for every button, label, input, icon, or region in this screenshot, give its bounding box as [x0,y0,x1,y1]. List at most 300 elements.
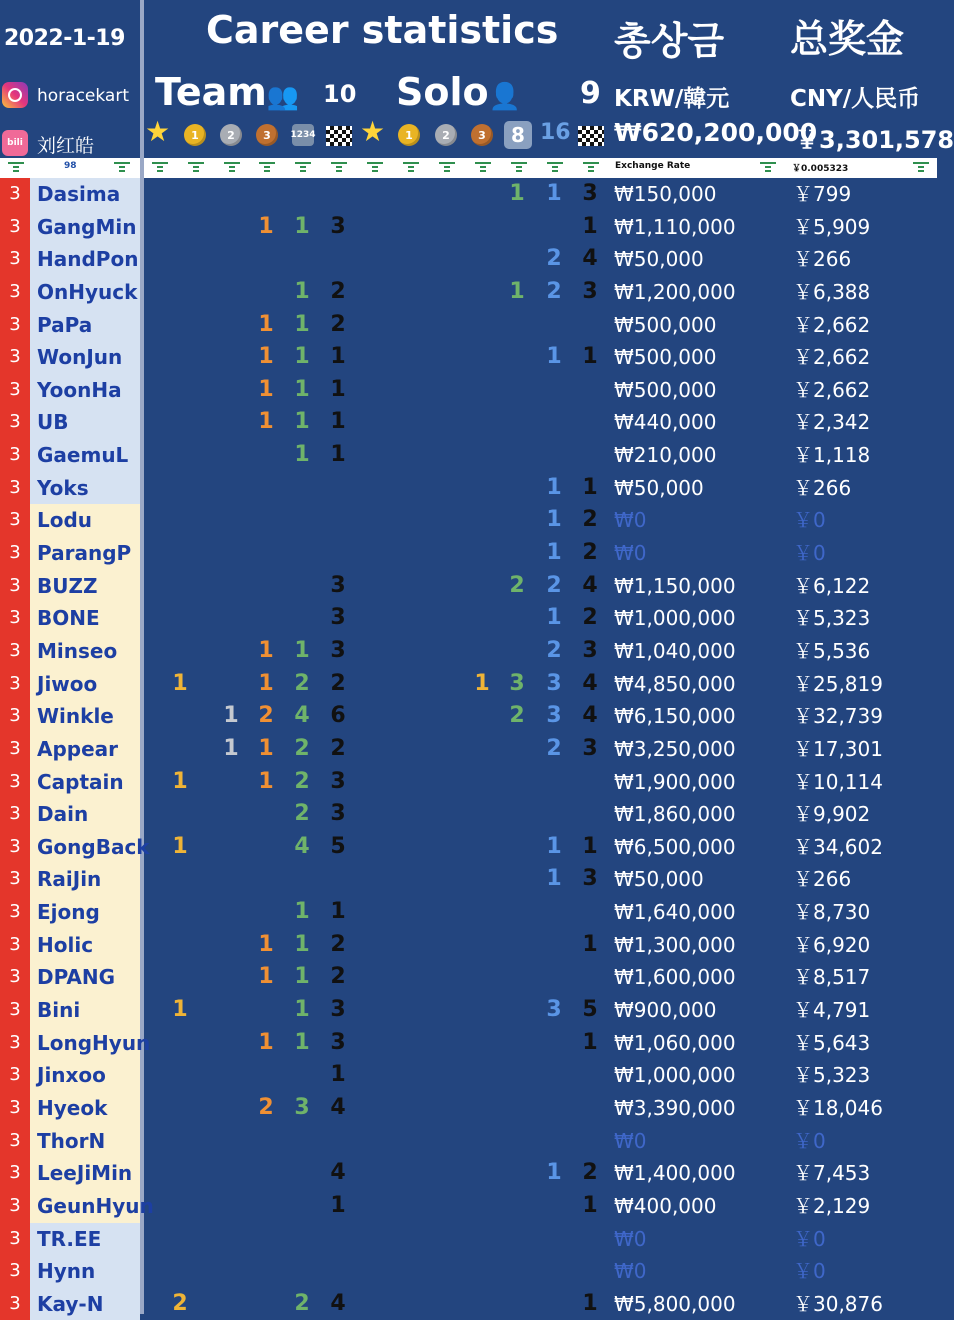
solo-stat: 2 [546,572,562,598]
player-name[interactable]: YoonHa [30,374,140,407]
rank-cell: 3 [0,1059,30,1092]
solo-stat: 3 [546,703,562,729]
team-stat: 5 [330,833,346,859]
table-row [0,766,937,799]
team-stat: 1 [330,1192,346,1218]
prize-cny: ￥34,602 [793,834,883,859]
player-name[interactable]: Jinxoo [30,1059,140,1092]
rank-cell: 3 [0,1223,30,1256]
eight-icon: 8 [504,121,532,149]
team-stat: 1 [294,899,310,925]
player-name[interactable]: OnHyuck [30,276,140,309]
filter-icon[interactable] [913,162,929,174]
solo-stat: 1 [582,1192,598,1218]
prize-cny: ￥25,819 [793,671,883,696]
solo-stat: 2 [546,735,562,761]
rank-cell: 3 [0,406,30,439]
solo-stat: 1 [546,181,562,206]
team-stat: 2 [330,964,346,990]
team-stat: 2 [330,278,346,304]
filter-icon[interactable] [259,162,275,174]
filter-icon[interactable] [295,162,311,174]
table-row [0,570,937,603]
solo-stat: 1 [546,833,562,859]
table-row [0,1027,937,1060]
player-name[interactable]: Appear [30,733,140,766]
team-stat: 2 [294,801,310,827]
team-stat: 1 [294,344,310,370]
solo-count: 9 [580,76,601,111]
filter-icon[interactable] [114,162,130,174]
rank-cell: 3 [0,1092,30,1125]
player-name[interactable]: Winkle [30,700,140,733]
prize-krw: ₩6,500,000 [614,834,736,859]
row-count: 98 [64,161,77,171]
filter-icon[interactable] [331,162,347,174]
player-name[interactable]: Holic [30,929,140,962]
bronze-medal-icon: 3 [256,124,278,146]
player-name[interactable]: Ejong [30,896,140,929]
team-stat: 4 [330,1290,346,1316]
player-name[interactable]: GeunHyun [30,1190,140,1223]
table-row [0,635,937,668]
solo-stat: 5 [582,997,598,1023]
team-stat: 6 [330,703,346,729]
player-name[interactable]: TR.EE [30,1223,140,1256]
team-stat: 1 [258,409,274,435]
star-icon: ★ [145,115,171,148]
team-stat: 1 [258,637,274,663]
solo-stat: 2 [546,278,562,304]
player-name[interactable]: ParangP [30,537,140,570]
date-label: 2022-1-19 [4,26,125,51]
player-name[interactable]: GongBack [30,831,140,864]
rank-cell: 3 [0,211,30,244]
rank-cell: 3 [0,602,30,635]
player-name[interactable]: Jiwoo [30,668,140,701]
prize-cny: ￥799 [793,182,852,206]
team-stat: 1 [294,1029,310,1055]
table-row [0,472,937,505]
prize-krw: ₩500,000 [614,312,717,337]
prize-cny: ￥266 [793,867,852,892]
prize-krw: ₩1,000,000 [614,1063,736,1088]
team-stat: 1 [294,409,310,435]
team-stat: 1 [258,931,274,957]
prize-cny: ￥8,517 [793,965,871,990]
team-stat: 2 [330,931,346,957]
table-row [0,341,937,374]
prize-cny: ￥6,122 [793,573,871,598]
table-row [0,700,937,733]
solo-stat: 4 [582,703,598,729]
prize-krw: ₩900,000 [614,998,717,1023]
team-stat: 1 [258,311,274,337]
prize-krw: ₩1,640,000 [614,900,736,925]
team-stat: 1 [294,278,310,304]
prize-cny: ￥30,876 [793,1291,883,1316]
silver-medal-icon: 2 [435,124,457,146]
team-stat: 2 [330,311,346,337]
player-name[interactable]: Kay-N [30,1288,140,1320]
filter-icon[interactable] [583,162,599,174]
table-row [0,178,937,211]
solo-stat: 1 [509,278,525,304]
instagram-handle: horacekart [37,86,130,106]
prize-krw: ₩6,150,000 [614,704,736,729]
prize-krw: ₩0 [614,1226,647,1251]
solo-stat: 3 [509,670,525,696]
team-stat: 1 [330,899,346,925]
title-chinese: 总奖金 [790,17,905,61]
team-stat: 4 [330,1094,346,1120]
prize-krw: ₩50,000 [614,867,704,892]
player-name[interactable]: Dasima [30,178,140,211]
player-name[interactable]: PaPa [30,309,140,342]
table-row [0,1288,937,1320]
prize-krw: ₩50,000 [614,475,704,500]
filter-icon[interactable] [224,162,240,174]
rank-cell: 3 [0,798,30,831]
solo-stat: 1 [546,507,562,533]
rank-cell: 3 [0,504,30,537]
solo-stat: 3 [582,181,598,206]
player-name[interactable]: Bini [30,994,140,1027]
gold-medal-icon: 1 [184,124,206,146]
gold-medal-icon: 1 [398,124,420,146]
team-stat: 1 [258,376,274,402]
rank-cell: 3 [0,961,30,994]
team-stat: 2 [294,768,310,794]
prize-cny: ￥10,114 [793,769,883,794]
prize-krw: ₩500,000 [614,345,717,370]
filter-icon[interactable] [152,162,168,174]
table-row [0,863,937,896]
table-row [0,1059,937,1092]
solo-stat: 1 [474,670,490,696]
silver-medal-icon: 2 [220,124,242,146]
team-stat: 1 [330,442,346,468]
team-stat: 1 [294,213,310,239]
filter-icon[interactable] [439,162,455,174]
filter-icon[interactable] [475,162,491,174]
player-table [0,178,937,1320]
prize-cny: ￥2,662 [793,377,871,402]
team-stat: 3 [330,997,346,1023]
solo-stat: 3 [582,637,598,663]
prize-krw: ₩1,400,000 [614,1161,736,1186]
rank-cell: 3 [0,896,30,929]
rank-cell: 3 [0,700,30,733]
prize-cny: ￥2,662 [793,312,871,337]
prize-krw: ₩3,250,000 [614,736,736,761]
team-stat: 2 [258,703,274,729]
prize-cny: ￥32,739 [793,704,883,729]
table-row [0,374,937,407]
prize-cny: ￥9,902 [793,802,871,827]
solo-stat: 1 [582,474,598,500]
rank-cell: 3 [0,537,30,570]
team-stat: 1 [258,213,274,239]
prize-cny: ￥5,536 [793,638,871,663]
team-stat: 1 [294,311,310,337]
prize-krw: ₩1,900,000 [614,769,736,794]
player-name[interactable]: UB [30,406,140,439]
rank-cell: 3 [0,243,30,276]
solo-stat: 2 [582,507,598,533]
solo-stat: 3 [546,670,562,696]
prize-krw: ₩210,000 [614,443,717,468]
table-row [0,1223,937,1256]
team-stat: 2 [330,670,346,696]
prize-cny: ￥2,129 [793,1193,871,1218]
solo-stat: 1 [546,474,562,500]
player-name[interactable]: Dain [30,798,140,831]
player-name[interactable]: Lodu [30,504,140,537]
prize-krw: ₩1,000,000 [614,606,736,631]
team-stat: 3 [330,801,346,827]
table-row [0,309,937,342]
filter-icon[interactable] [760,162,776,174]
prize-krw: ₩440,000 [614,410,717,435]
solo-stat: 1 [546,605,562,631]
table-row [0,1255,937,1288]
player-name[interactable]: Hynn [30,1255,140,1288]
bronze-medal-icon: 3 [471,124,493,146]
team-stat: 1 [223,735,239,761]
instagram-icon [2,82,28,108]
bilibili-handle: 刘红皓 [37,135,95,157]
prize-cny: ￥5,323 [793,606,871,631]
player-name[interactable]: Hyeok [30,1092,140,1125]
team-stat: 1 [294,637,310,663]
team-stat: 1 [223,703,239,729]
team-stat: 1 [258,1029,274,1055]
solo-stat: 2 [582,605,598,631]
solo-stat: 1 [582,1290,598,1316]
prize-krw: ₩1,150,000 [614,573,736,598]
prize-cny: ￥17,301 [793,736,883,761]
rank-cell: 3 [0,276,30,309]
solo-stat: 4 [582,572,598,598]
team-stat: 1 [330,409,346,435]
rank-cell: 3 [0,309,30,342]
rank-cell: 3 [0,831,30,864]
solo-stat: 1 [582,1029,598,1055]
prize-krw: ₩50,000 [614,247,704,272]
prize-cny: ￥7,453 [793,1161,871,1186]
checkered-flag-icon [578,126,604,146]
player-name[interactable]: HandPon [30,243,140,276]
rank-cell: 3 [0,178,30,211]
prize-cny: ￥5,643 [793,1030,871,1055]
people-icon: 👥 [266,82,300,112]
rank-cell: 3 [0,635,30,668]
total-krw: ₩620,200,000 [614,118,818,147]
prize-cny: ￥0 [793,541,826,566]
filter-icon[interactable] [8,162,24,174]
team-stat: 1 [172,768,188,794]
player-name[interactable]: DPANG [30,961,140,994]
team-stat: 1 [294,964,310,990]
table-row [0,406,937,439]
team-stat: 1 [330,344,346,370]
table-row [0,896,937,929]
solo-stat: 2 [509,572,525,598]
team-heading [155,70,299,114]
prize-krw: ₩1,060,000 [614,1030,736,1055]
team-stat: 2 [258,1094,274,1120]
solo-stat: 4 [582,246,598,272]
team-stat: 3 [330,1029,346,1055]
exchange-rate-value: ￥0.005323 [792,164,849,174]
checkered-flag-icon [326,126,352,146]
rank-cell: 3 [0,766,30,799]
player-name[interactable]: LeeJiMin [30,1157,140,1190]
team-stat: 1 [294,931,310,957]
team-stat: 1 [172,833,188,859]
rank-cell: 3 [0,1288,30,1320]
solo-stat: 2 [546,637,562,663]
filter-icon[interactable] [403,162,419,174]
prize-cny: ￥2,662 [793,345,871,370]
solo-stat: 2 [582,1160,598,1186]
prize-cny: ￥5,909 [793,214,871,239]
solo-stat: 2 [582,540,598,566]
star-icon: ★ [360,115,386,148]
prize-krw: ₩150,000 [614,182,717,206]
prize-krw: ₩0 [614,1259,647,1284]
prize-krw: ₩1,040,000 [614,638,736,663]
rank-cell: 3 [0,733,30,766]
prize-krw: ₩400,000 [614,1193,717,1218]
filter-icon[interactable] [547,162,563,174]
prize-cny: ￥266 [793,475,852,500]
table-row [0,602,937,635]
prize-cny: ￥5,323 [793,1063,871,1088]
player-name[interactable]: Yoks [30,472,140,505]
solo-stat: 1 [546,344,562,370]
table-row [0,243,937,276]
team-stat: 1 [172,670,188,696]
team-stat: 1 [258,768,274,794]
team-count: 10 [323,80,357,108]
solo-stat: 1 [546,866,562,892]
team-stat: 1 [294,997,310,1023]
solo-label: Solo [396,70,489,114]
player-name[interactable]: GaemuL [30,439,140,472]
table-row [0,1092,937,1125]
prize-krw: ₩500,000 [614,377,717,402]
table-row [0,961,937,994]
solo-stat: 1 [582,344,598,370]
rank-cell: 3 [0,929,30,962]
player-name[interactable]: RaiJin [30,863,140,896]
prize-krw: ₩5,800,000 [614,1291,736,1316]
prize-cny: ￥0 [793,1128,826,1153]
krw-label: KRW/韓元 [614,86,730,112]
solo-stat: 4 [582,670,598,696]
prize-cny: ￥8,730 [793,900,871,925]
player-name[interactable]: WonJun [30,341,140,374]
rank-cell: 3 [0,1027,30,1060]
prize-krw: ₩1,110,000 [614,214,736,239]
rank-cell: 3 [0,863,30,896]
rank-cell: 3 [0,1255,30,1288]
prize-cny: ￥2,342 [793,410,871,435]
prize-krw: ₩0 [614,541,647,566]
prize-krw: ₩1,600,000 [614,965,736,990]
team-stat: 1 [294,442,310,468]
rank-cell: 3 [0,570,30,603]
team-stat: 2 [294,670,310,696]
team-stat: 3 [330,572,346,598]
team-stat: 2 [172,1290,188,1316]
prize-cny: ￥0 [793,508,826,533]
solo-stat: 1 [582,213,598,239]
filter-icon[interactable] [188,162,204,174]
team-stat: 1 [258,344,274,370]
prize-krw: ₩1,200,000 [614,279,736,304]
solo-stat: 1 [546,540,562,566]
prize-cny: ￥18,046 [793,1095,883,1120]
team-stat: 1 [294,376,310,402]
team-stat: 1 [330,376,346,402]
prize-cny: ￥0 [793,1226,826,1251]
player-name[interactable]: Minseo [30,635,140,668]
team-stat: 1 [258,735,274,761]
rank-cell: 3 [0,1157,30,1190]
solo-heading [396,70,521,114]
title-korean: 총상금 [614,19,725,63]
table-row [0,668,937,701]
rank-cell: 3 [0,994,30,1027]
prize-cny: ￥4,791 [793,998,871,1023]
team-stat: 3 [330,605,346,631]
player-name[interactable]: GangMin [30,211,140,244]
player-name[interactable]: ThorN [30,1125,140,1158]
filter-icon[interactable] [511,162,527,174]
table-row [0,1190,937,1223]
filter-icon[interactable] [367,162,383,174]
player-name[interactable]: BUZZ [30,570,140,603]
team-stat: 3 [294,1094,310,1120]
team-stat: 2 [294,1290,310,1316]
prize-krw: ₩4,850,000 [614,671,736,696]
numbers-icon: 1234 [292,124,314,146]
cny-label: CNY/人民币 [790,86,921,112]
solo-stat: 3 [582,278,598,304]
table-row [0,1157,937,1190]
rank-cell: 3 [0,374,30,407]
player-name[interactable]: BONE [30,602,140,635]
solo-stat: 3 [582,866,598,892]
bilibili-icon: bili [2,130,28,156]
rank-cell: 3 [0,1125,30,1158]
prize-krw: ₩3,390,000 [614,1095,736,1120]
prize-krw: ₩0 [614,1128,647,1153]
exchange-rate-label: Exchange Rate [615,161,691,171]
rank-cell: 3 [0,439,30,472]
player-name[interactable]: Captain [30,766,140,799]
team-stat: 4 [294,703,310,729]
team-stat: 4 [294,833,310,859]
team-stat: 1 [258,964,274,990]
team-stat: 3 [330,213,346,239]
player-name[interactable]: LongHyun [30,1027,140,1060]
team-stat: 1 [330,1062,346,1088]
prize-krw: ₩1,300,000 [614,932,736,957]
